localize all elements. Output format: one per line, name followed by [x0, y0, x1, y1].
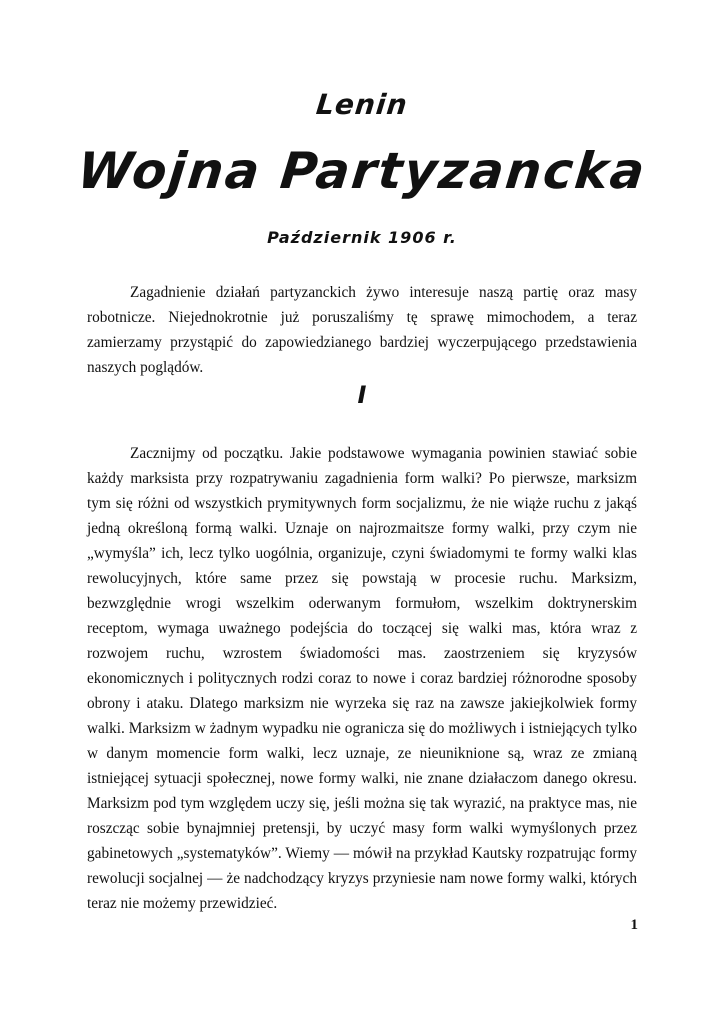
author-name: Lenin	[314, 88, 410, 121]
body-paragraph: Zacznijmy od początku. Jakie podstawowe wymagania powinien stawiać sobie każdy marksista przy rozpatrywaniu zagadnienia form walki? Po pierwsze, marksizm tym się różni od wszystkich prymitywnych form socjalizmu, że nie wiąże ruchu z jakąś jedną określoną formą walki. Uznaje on najrozmaitsze formy walki, przy czym nie „wymyśla” ich, lecz tylko uogólnia, organizuje, czyni świadomymi te formy walki klas rewolucyjnych, które same przez się powstają w procesie ruchu. Marksizm, bezwzględnie wrogi wszelkim oderwanym formułom, wszelkim doktrynerskim receptom, wymaga uważnego podejścia do toczącej się walki mas, która wraz z rozwojem ruchu, wzrostem świadomości mas. zaostrzeniem się kryzysów ekonomicznych i politycznych rodzi coraz to nowe i coraz bardziej różnorodne sposoby obrony i ataku. Dlatego marksizm nie wyrzeka się raz na zawsze jakiejkolwiek formy walki. Marksizm w żadnym wypadku nie ogranicza się do możliwych i istniejących tylko w danym momencie form walki, lecz uznaje, ze nieuniknione są, wraz ze zmianą istniejącej sytuacji społecznej, nowe formy walki, nie znane działaczom danego okresu. Marksizm pod tym względem uczy się, jeśli można się tak wyrazić, na praktyce mas, nie roszcząc sobie bynajmniej pretensji, by uczyć masy form walki wymyślonych przez gabinetowych „systematyków”. Wiemy — mówił na przykład Kautsky rozpatrując formy rewolucji socjalnej — że nadchodzący kryzys przyniesie nam nowe formy walki, których teraz nie możemy przewidzieć.	[87, 445, 637, 912]
document-date: Październik 1906 r.	[267, 228, 457, 247]
document-title: Wojna Partyzancka	[74, 142, 650, 200]
page-number: 1	[630, 917, 638, 933]
section-heading: I	[357, 381, 367, 409]
intro-paragraph: Zagadnienie działań partyzanckich żywo interesuje naszą partię oraz masy robotnicze. Niejednokrotnie już poruszaliśmy tę sprawę mimochodem, a teraz zamierzamy przystąpić do zapowiedzianego bardziej wyczerpującego przedstawienia naszych poglądów.	[87, 284, 637, 376]
